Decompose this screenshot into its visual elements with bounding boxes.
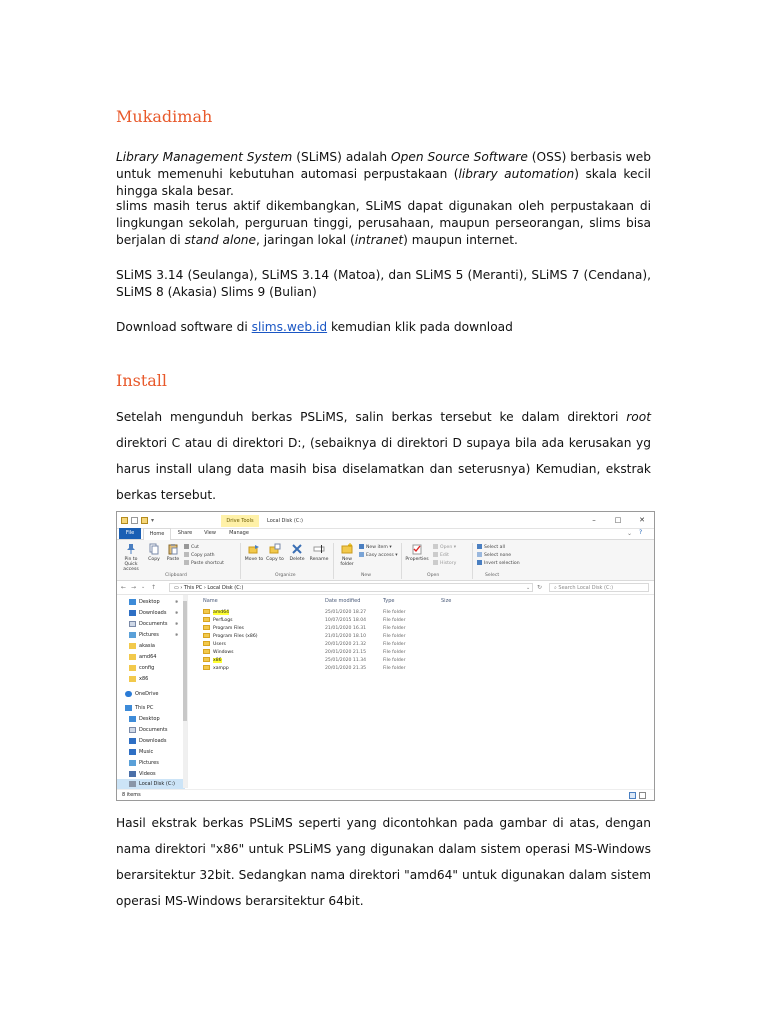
history-label: History (440, 561, 457, 566)
invert-selection-button[interactable] (477, 560, 520, 567)
cut-button[interactable] (184, 544, 199, 551)
nav-item-documents[interactable] (129, 725, 168, 735)
easy-access-button[interactable] (359, 552, 398, 559)
dev-text-3: ) maupun internet. (403, 233, 518, 248)
chevron-down-icon: ▾ (453, 545, 457, 550)
paste-button[interactable] (164, 543, 182, 562)
cut-label: Cut (191, 545, 199, 550)
document-icon (129, 621, 136, 627)
address-bar-row (117, 581, 654, 595)
download-icon (129, 610, 136, 616)
group-separator (333, 543, 334, 579)
easy-access-icon (359, 552, 364, 557)
new-folder-icon[interactable] (141, 517, 148, 524)
pc-icon: ▭ (174, 585, 181, 591)
intro-em-automation: library automation (458, 167, 575, 182)
tab-manage[interactable]: Manage (229, 530, 249, 536)
select-none-icon (477, 552, 482, 557)
copy-button[interactable] (145, 543, 163, 562)
nav-item-desktop[interactable] (129, 597, 160, 607)
file-name: Program Files (x86) (213, 634, 258, 639)
nav-item-label: This PC (135, 705, 154, 711)
item-count: 8 items (122, 792, 141, 798)
chevron-down-icon[interactable]: ▾ (151, 516, 155, 524)
nav-item-this-pc[interactable] (125, 703, 153, 713)
file-type: File folder (383, 610, 406, 615)
file-row[interactable] (193, 617, 463, 625)
download-icon (129, 738, 136, 744)
quick-access-toolbar (121, 516, 154, 524)
nav-item-label: Local Disk (C:) (139, 781, 175, 787)
folder-icon (203, 665, 210, 670)
new-item-label: New item (366, 545, 388, 550)
pin-icon (125, 543, 137, 555)
group-separator (401, 543, 402, 579)
folder-icon (203, 649, 210, 654)
computer-icon (125, 705, 132, 711)
chevron-down-icon[interactable]: ⌄ (141, 584, 146, 590)
file-date: 20/01/2020 21.32 (325, 642, 367, 647)
copy-to-label: Copy to (266, 557, 284, 562)
address-bar[interactable] (169, 583, 533, 592)
nav-item-label: Documents (139, 727, 168, 733)
file-date: 25/01/2020 11.34 (325, 658, 367, 663)
forward-arrow-icon[interactable]: → (131, 584, 137, 591)
status-bar (117, 789, 654, 801)
easy-access-label: Easy access (366, 553, 394, 558)
delete-icon (291, 543, 303, 555)
file-name: x86 (213, 658, 222, 663)
file-type: File folder (383, 618, 406, 623)
paste-shortcut-label: Paste shortcut (191, 561, 224, 566)
properties-button[interactable] (404, 543, 430, 562)
music-icon (129, 749, 136, 755)
scrollbar-thumb[interactable] (183, 601, 187, 721)
pin-quick-access-button[interactable] (119, 543, 143, 572)
folder-icon (203, 633, 210, 638)
nav-item-label: Downloads (139, 738, 167, 744)
select-none-label: Select none (484, 553, 512, 558)
nav-item-documents[interactable] (129, 619, 168, 629)
new-folder-label: New folder (340, 557, 354, 567)
maximize-button[interactable]: □ (614, 516, 622, 524)
up-arrow-icon[interactable]: ↑ (151, 584, 157, 591)
group-separator (240, 543, 241, 579)
paste-shortcut-icon (184, 560, 189, 565)
group-label-select: Select (485, 573, 500, 578)
navigation-scrollbar[interactable] (183, 595, 187, 788)
folder-icon (203, 657, 210, 662)
rename-label: Rename (309, 557, 329, 562)
select-all-label: Select all (484, 545, 505, 550)
nav-item-desktop[interactable] (129, 714, 160, 724)
file-name: PerfLogs (213, 618, 233, 623)
nav-item-label: OneDrive (135, 691, 159, 697)
open-icon (433, 544, 438, 549)
chevron-down-icon[interactable]: ⌄ (526, 585, 531, 591)
tab-home[interactable]: Home (143, 528, 171, 540)
install-text-2: direktori C atau di direktori D:, (sebaiknya di direktori D supaya bila ada kerusakan yg harus install ulang data masih bisa diselamatkan dan seterusnya) Kemudian, ekstrak berkas tersebut. (116, 436, 651, 502)
nav-item-akasia[interactable] (129, 641, 155, 651)
navigation-pane (117, 595, 188, 788)
nav-item-label: Pictures (139, 632, 159, 638)
download-text-2: kemudian klik pada download (327, 320, 513, 334)
pin-icon[interactable]: ✱ (175, 599, 179, 604)
file-row[interactable] (193, 609, 463, 617)
nav-item-x86[interactable] (129, 674, 148, 684)
search-input[interactable] (549, 583, 649, 592)
group-label-organize: Organize (275, 573, 296, 578)
file-row[interactable] (193, 657, 463, 665)
search-icon: ⌕ (554, 585, 559, 591)
drive-icon (129, 781, 136, 787)
section-heading-install: Install (116, 371, 168, 390)
file-name: xampp (213, 666, 229, 671)
copy-to-button[interactable] (265, 543, 285, 562)
file-date: 21/01/2020 18.10 (325, 634, 367, 639)
minimize-button[interactable]: – (592, 516, 596, 524)
copy-to-icon (269, 543, 281, 555)
folder-icon (129, 643, 136, 649)
folder-icon (203, 625, 210, 630)
pin-icon[interactable]: ✱ (175, 610, 179, 615)
nav-item-onedrive[interactable] (125, 689, 159, 699)
nav-item-label: Documents (139, 621, 168, 627)
move-to-label: Move to (244, 557, 264, 562)
file-type: File folder (383, 642, 406, 647)
nav-item-label: Desktop (139, 716, 160, 722)
group-label-new: New (361, 573, 372, 578)
new-item-button[interactable] (359, 544, 392, 551)
nav-item-label: Videos (139, 771, 156, 777)
versions-paragraph: SLiMS 3.14 (Seulanga), SLiMS 3.14 (Matoa), dan SLiMS 5 (Meranti), SLiMS 7 (Cendana), SLiMS 8 (Akasia) Slims 9 (Bulian) (116, 268, 651, 300)
window-title: Local Disk (C:) (267, 518, 303, 524)
folder-icon (203, 641, 210, 646)
invert-selection-label: Invert selection (484, 561, 520, 566)
group-label-open: Open (427, 573, 440, 578)
development-paragraph (116, 198, 651, 250)
intro-text-2: (OSS) berbasis web untuk memenuhi kebutuhan automasi perpustakaan ( (116, 150, 651, 182)
install-em-root: root (626, 410, 651, 424)
copy-path-label: Copy path (191, 553, 215, 558)
copy-path-button[interactable] (184, 552, 215, 559)
ribbon-tabs (117, 528, 654, 540)
large-icons-view-icon[interactable] (639, 792, 646, 799)
copy-label: Copy (148, 557, 160, 562)
desktop-icon (129, 716, 136, 722)
column-header-name[interactable]: Name (203, 598, 218, 604)
section-heading-mukadimah: Mukadimah (116, 107, 213, 126)
folder-icon (129, 665, 136, 671)
delete-label: Delete (289, 557, 305, 562)
back-arrow-icon[interactable]: ← (121, 584, 127, 591)
copy-icon (148, 543, 160, 555)
explorer-title-bar (117, 512, 654, 529)
copy-path-icon (184, 552, 189, 557)
desktop-icon (129, 599, 136, 605)
nav-item-local-disk[interactable] (117, 779, 185, 789)
invert-selection-icon (477, 560, 482, 565)
download-text-1: Download software di (116, 320, 252, 334)
details-view-icon[interactable] (629, 792, 636, 799)
intro-text-1: (SLiMS) adalah (292, 150, 392, 164)
file-type: File folder (383, 626, 406, 631)
intro-paragraph (116, 149, 651, 201)
group-separator (472, 543, 473, 579)
file-row[interactable] (193, 649, 463, 657)
nav-item-downloads[interactable] (129, 736, 166, 746)
file-explorer-screenshot (116, 511, 655, 801)
group-label-clipboard: Clipboard (165, 573, 187, 578)
move-to-icon (248, 543, 260, 555)
open-label: Open (440, 545, 453, 550)
tab-share[interactable]: Share (177, 530, 193, 536)
folder-icon (121, 517, 128, 524)
paste-label: Paste (166, 557, 180, 562)
nav-item-label: Pictures (139, 760, 159, 766)
edit-button[interactable] (433, 552, 449, 559)
slims-website-link[interactable]: slims.web.id (251, 320, 328, 334)
file-name: Windows (213, 650, 234, 655)
tab-file[interactable]: File (119, 528, 141, 539)
pin-icon[interactable]: ✱ (175, 632, 179, 637)
ribbon-home (117, 540, 654, 581)
chevron-down-icon: ▾ (395, 553, 398, 558)
column-header-size[interactable]: Size (441, 598, 452, 604)
paste-icon (167, 543, 179, 555)
breadcrumb: › This PC › Local Disk (C:) (180, 585, 244, 591)
file-type: File folder (383, 650, 406, 655)
rename-icon (313, 543, 325, 555)
nav-item-amd64[interactable] (129, 652, 156, 662)
folder-icon (203, 609, 210, 614)
search-placeholder: Search Local Disk (C:) (558, 585, 614, 591)
nav-item-label: Downloads (139, 610, 167, 616)
file-date: 20/01/2020 21.15 (325, 650, 367, 655)
file-name: amd64 (213, 610, 230, 615)
install-paragraph (116, 404, 651, 508)
nav-item-downloads[interactable] (129, 608, 166, 618)
dev-text-1: slims masih terus aktif dikembangkan, SLiMS dapat digunakan oleh perpustakaan di lingkungan sekolah, perguruan tinggi, perusahaan, maupun perseorangan, slims bisa berjalan di (116, 199, 651, 248)
history-icon (433, 560, 438, 565)
properties-icon[interactable] (131, 517, 138, 524)
intro-text-3: ) skala kecil hingga skala besar. (116, 167, 651, 199)
select-all-icon (477, 544, 482, 549)
tab-view[interactable]: View (204, 530, 216, 536)
nav-item-pictures[interactable] (129, 630, 159, 640)
file-date: 25/01/2020 18.27 (325, 610, 367, 615)
file-row[interactable] (193, 633, 463, 641)
nav-item-label: Desktop (139, 599, 160, 605)
nav-item-pictures[interactable] (129, 758, 159, 768)
history-button[interactable] (433, 560, 456, 567)
column-header-type[interactable]: Type (383, 598, 395, 604)
download-paragraph (116, 319, 651, 336)
chevron-down-icon[interactable]: ⌄ (627, 530, 633, 537)
open-button[interactable] (433, 544, 456, 551)
rename-button[interactable] (308, 543, 330, 562)
file-type: File folder (383, 658, 406, 663)
scissors-icon (184, 544, 189, 549)
folder-icon (129, 676, 136, 682)
help-icon[interactable]: ? (639, 529, 643, 536)
new-folder-icon (341, 543, 353, 555)
file-date: 20/01/2020 21.35 (325, 666, 367, 671)
pictures-icon (129, 760, 136, 766)
chevron-down-icon: ▾ (389, 545, 392, 550)
new-item-icon (359, 544, 364, 549)
document-icon (129, 727, 136, 733)
delete-button[interactable] (287, 543, 307, 562)
file-date: 10/07/2015 18.04 (325, 618, 367, 623)
paste-shortcut-button[interactable] (184, 560, 224, 567)
edit-label: Edit (440, 553, 449, 558)
file-list (193, 595, 648, 788)
install-text-1: Setelah mengunduh berkas PSLiMS, salin berkas tersebut ke dalam direktori (116, 410, 627, 424)
file-row[interactable] (193, 665, 463, 673)
cloud-icon (125, 691, 132, 697)
nav-item-label: x86 (139, 676, 149, 682)
dev-em-intranet: intranet (354, 233, 404, 248)
refresh-icon[interactable]: ↻ (537, 584, 543, 591)
pictures-icon (129, 632, 136, 638)
file-row[interactable] (193, 625, 463, 633)
nav-item-label: Music (139, 749, 154, 755)
file-name: Program Files (213, 626, 244, 631)
dev-em-standalone: stand alone (184, 233, 257, 248)
close-button[interactable]: ✕ (639, 516, 645, 524)
nav-item-label: akasia (139, 643, 155, 649)
nav-item-music[interactable] (129, 747, 153, 757)
new-folder-button[interactable] (337, 543, 357, 567)
pin-label: Pin to Quick access (123, 557, 139, 572)
video-icon (129, 771, 136, 777)
file-type: File folder (383, 666, 406, 671)
file-type: File folder (383, 634, 406, 639)
select-all-button[interactable] (477, 544, 505, 551)
select-none-button[interactable] (477, 552, 511, 559)
edit-icon (433, 552, 438, 557)
nav-item-label: amd64 (139, 654, 157, 660)
column-header-date[interactable]: Date modified (325, 598, 361, 604)
move-to-button[interactable] (244, 543, 264, 562)
folder-icon (129, 654, 136, 660)
properties-label: Properties (405, 557, 429, 562)
folder-icon (203, 617, 210, 622)
properties-icon (411, 543, 423, 555)
drive-tools-context-tab: Drive Tools (221, 515, 259, 527)
nav-item-videos[interactable] (129, 769, 156, 779)
result-paragraph: Hasil ekstrak berkas PSLiMS seperti yang dicontohkan pada gambar di atas, dengan nama direktori "x86" untuk PSLiMS yang digunakan dalam sistem operasi MS-Windows berarsitektur 32bit. Sedangkan nama direktori "amd64" untuk digunakan dalam sistem operasi MS-Windows berarsitektur 64bit. (116, 816, 651, 908)
intro-em-lms: Library Management System (116, 150, 293, 164)
intro-em-oss: Open Source Software (391, 150, 528, 164)
file-date: 21/01/2020 16.31 (325, 626, 367, 631)
file-row[interactable] (193, 641, 463, 649)
nav-item-config[interactable] (129, 663, 154, 673)
file-name: Users (213, 642, 226, 647)
pin-icon[interactable]: ✱ (175, 621, 179, 626)
nav-item-label: config (139, 665, 155, 671)
dev-text-2: , jaringan lokal ( (256, 233, 355, 248)
